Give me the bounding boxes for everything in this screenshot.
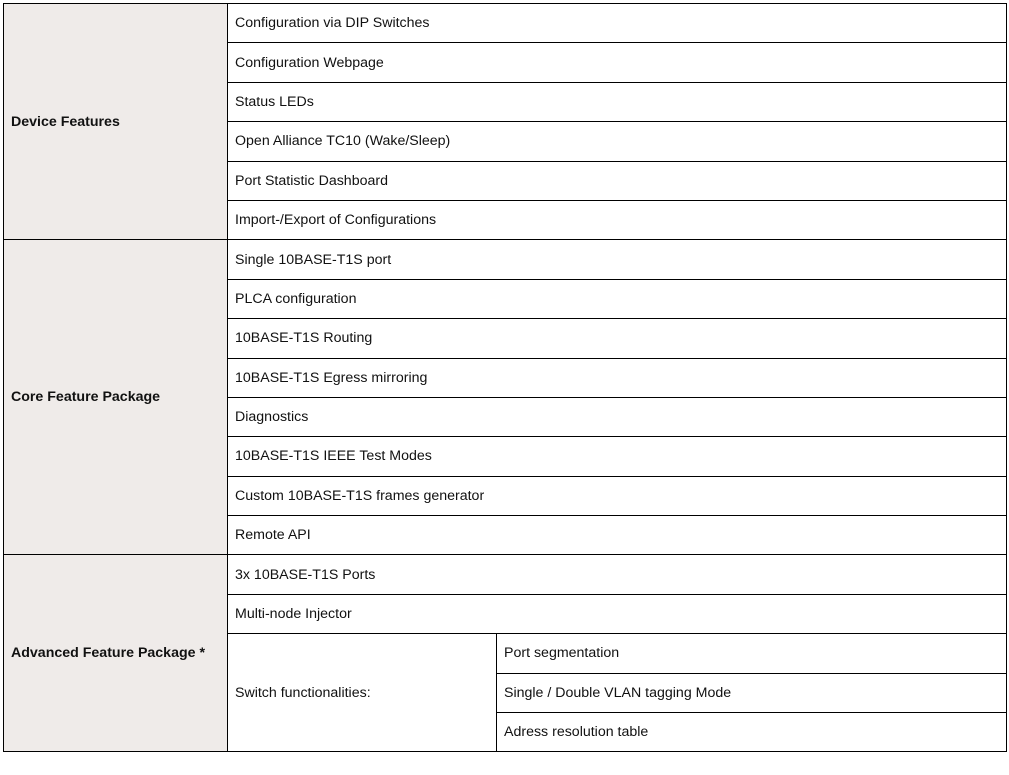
feature-item: Single 10BASE-T1S port [228,240,1007,279]
group-label-device-features: Device Features [4,4,228,240]
feature-item: Custom 10BASE-T1S frames generator [228,476,1007,515]
feature-item: Remote API [228,516,1007,555]
feature-item: Port Statistic Dashboard [228,161,1007,200]
switch-feature-item: Adress resolution table [497,713,1007,752]
feature-item: 10BASE-T1S IEEE Test Modes [228,437,1007,476]
feature-item: Status LEDs [228,82,1007,121]
feature-item: Configuration via DIP Switches [228,4,1007,43]
feature-item: 3x 10BASE-T1S Ports [228,555,1007,594]
group-label-core-feature-package: Core Feature Package [4,240,228,555]
table-row [4,4,1007,43]
feature-item: Import-/Export of Configurations [228,200,1007,239]
feature-item: Diagnostics [228,397,1007,436]
feature-item: Multi-node Injector [228,594,1007,633]
switch-functionalities-label: Switch functionalities: [228,634,497,752]
table-row [4,555,1007,594]
switch-feature-item: Port segmentation [497,634,1007,673]
feature-item: 10BASE-T1S Routing [228,319,1007,358]
group-label-advanced-feature-package: Advanced Feature Package * [4,555,228,752]
table-row [4,240,1007,279]
feature-item: Open Alliance TC10 (Wake/Sleep) [228,122,1007,161]
feature-item: Configuration Webpage [228,43,1007,82]
feature-item: PLCA configuration [228,279,1007,318]
feature-table [3,3,1007,752]
feature-item: 10BASE-T1S Egress mirroring [228,358,1007,397]
switch-feature-item: Single / Double VLAN tagging Mode [497,673,1007,712]
